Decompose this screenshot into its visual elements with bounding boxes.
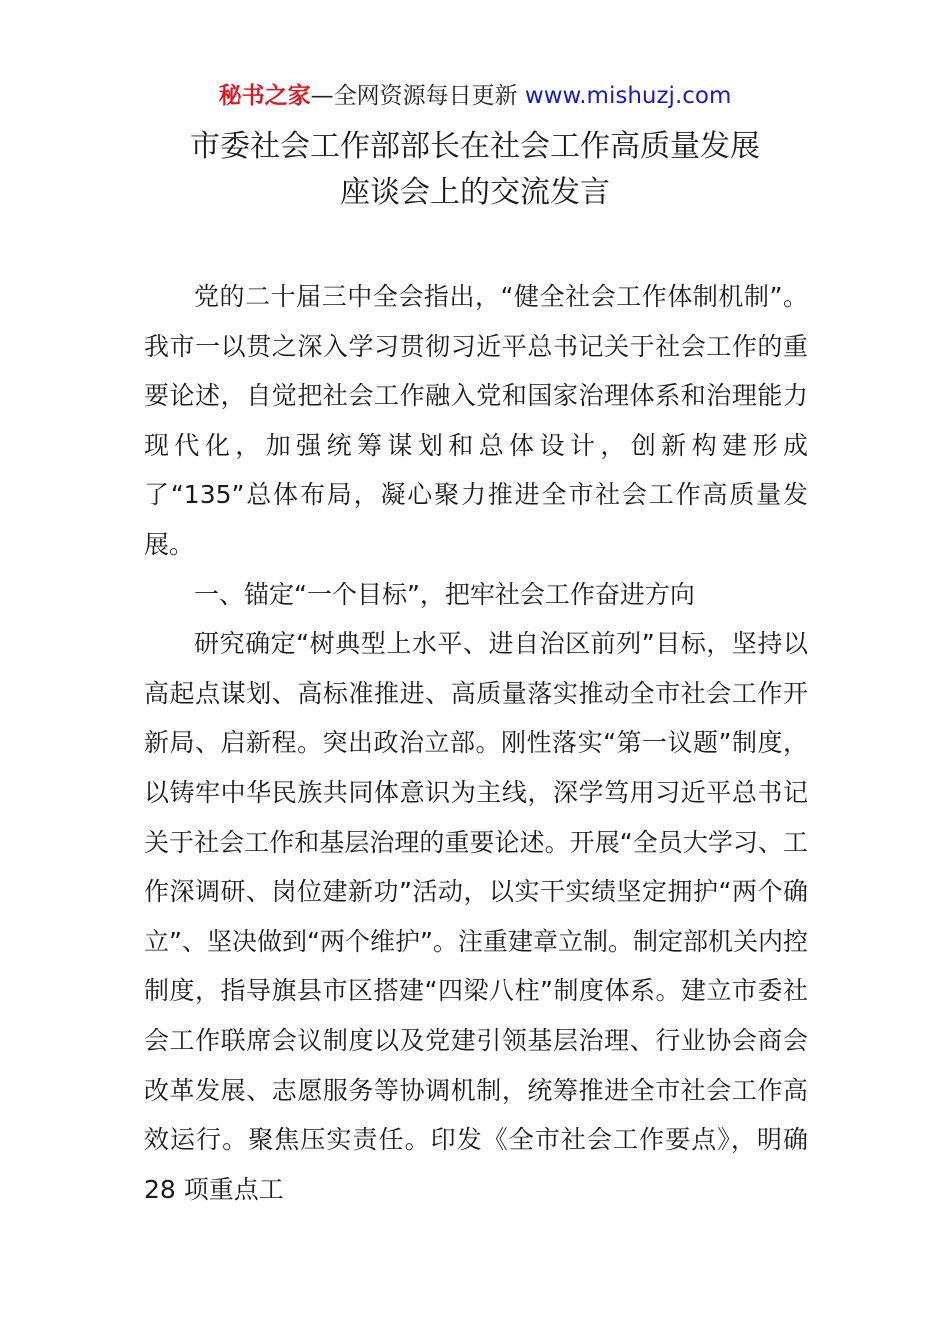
title-line-1: 市委社会工作部部长在社会工作高质量发展 <box>190 129 760 164</box>
section-heading-1: 一、锚定“一个目标”，把牢社会工作奋进方向 <box>194 579 695 609</box>
site-header <box>0 80 950 112</box>
paragraph-section-1: 研究确定“树典型上水平、进自治区前列”目标，坚持以高起点谋划、高标准推进、高质量落实推动全市社会工作开新局、启新程。突出政治立部。刚性落实“第一议题”制度，以铸牢中华民族共同体意识为主线，深学笃用习近平总书记关于社会工作和基层治理的重要论述。开展“全员大学习、工作深调研、岗位建新功”活动，以实干实绩坚定拥护“两个确立”、坚决做到“两个维护”。注重建章立制。制定部机关内控制度，指导旗县市区搭建“四梁八柱”制度体系。建立市委社会工作联席会议制度以及党建引领基层治理、行业协会商会改革发展、志愿服务等协调机制，统筹推进全市社会工作高效运行。聚焦压实责任。印发《全市社会工作要点》，明确 28 项重点工 <box>144 629 808 1204</box>
title-line-2: 座谈会上的交流发言 <box>340 175 610 210</box>
document-title <box>0 124 950 216</box>
site-url-link[interactable]: www.mishuzj.com <box>524 83 732 109</box>
site-name: 秘书之家 <box>218 83 311 109</box>
document-body <box>144 272 808 1214</box>
site-tagline: —全网资源每日更新 <box>310 83 518 109</box>
paragraph-intro: 党的二十届三中全会指出，“健全社会工作体制机制”。我市一以贯之深入学习贯彻习近平总书记关于社会工作的重要论述，自觉把社会工作融入党和国家治理体系和治理能力现代化，加强统筹谋划和总体设计，创新构建形成了“135”总体布局，凝心聚力推进全市社会工作高质量发展。 <box>144 282 808 559</box>
